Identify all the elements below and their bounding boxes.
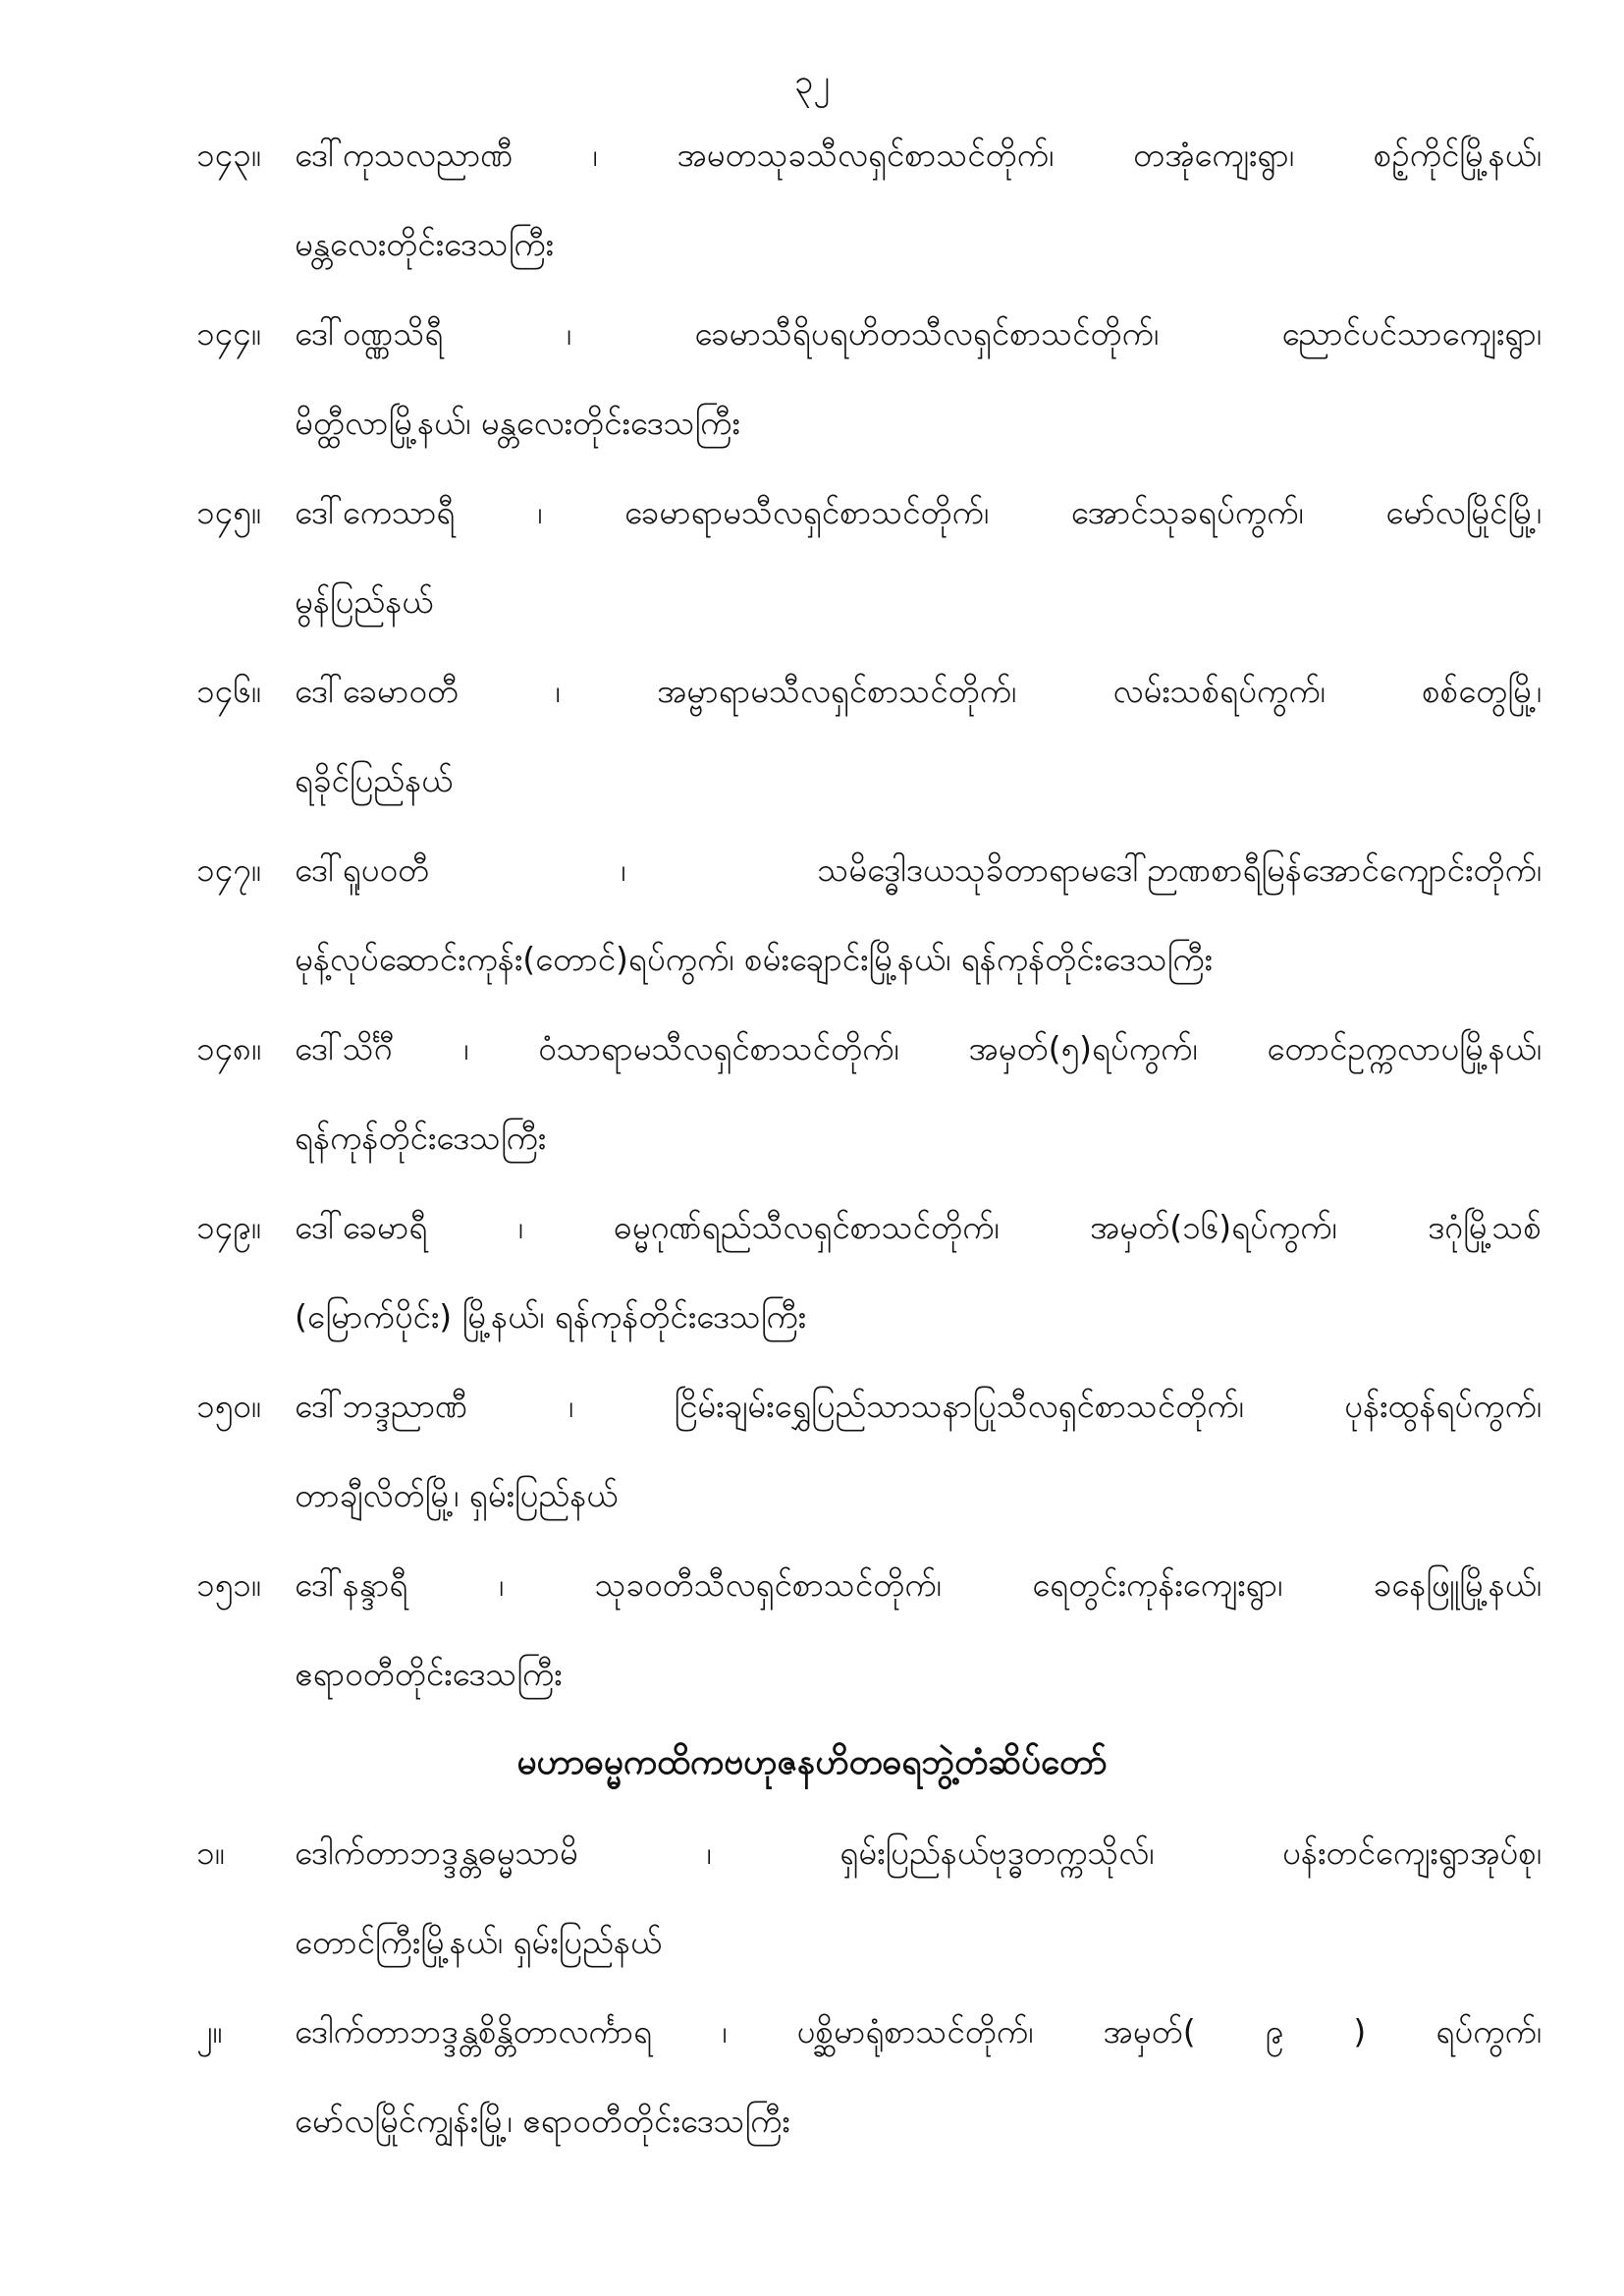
item-number: ၁၄၄။ <box>196 314 261 353</box>
item-line-1: ဒေါ်ခေမာဝတီ ၊ အမ္ဗာရာမသီလရှင်စာသင်တိုက်၊ လမ်းသစ်ရပ်ကွက်၊ စစ်တွေမြို့၊ <box>295 672 1542 710</box>
list-item <box>196 1808 1542 1987</box>
list-item <box>196 1361 1542 1540</box>
item-line-1: ဒေါ်ခေမာရီ ၊ ဓမ္မဂုဏ်ရည်သီလရှင်စာသင်တိုက်၊ အမှတ်(၁၆)ရပ်ကွက်၊ ဒဂုံမြို့သစ် <box>295 1208 1542 1246</box>
item-number: ၁၄၃။ <box>196 136 261 174</box>
item-line-2: မွန်ပြည်နယ် <box>295 582 434 621</box>
item-line-1: ဒေါ်ကေသာရီ ၊ ခေမာရာမသီလရှင်စာသင်တိုက်၊ အောင်သုခရပ်ကွက်၊ မော်လမြိုင်မြို့၊ <box>295 493 1542 531</box>
nominee-list-part2 <box>196 1808 1542 2165</box>
item-line-1: ဒေါ်ကုသလညာဏီ ၊ အမတသုခသီလရှင်စာသင်တိုက်၊ တအုံကျေးရွာ၊ စဉ့်ကိုင်မြို့နယ်၊ <box>295 136 1542 174</box>
section-heading: မဟာဓမ္မကထိကဗဟုဇနဟိတဓရဘွဲ့တံဆိပ်တော် <box>516 1743 1108 1782</box>
page-number: ၃၂ <box>794 63 830 102</box>
item-line-2: တာချီလိတ်မြို့၊ ရှမ်းပြည်နယ် <box>295 1476 619 1514</box>
list-item <box>196 467 1542 646</box>
item-number: ၁၅၁။ <box>196 1565 261 1604</box>
item-number: ၁၄၅။ <box>196 493 261 531</box>
item-number: ၂။ <box>196 2012 223 2050</box>
item-line-2: မော်လမြိုင်ကျွန်းမြို့၊ ဧရာဝတီတိုင်းဒေသကြီး <box>295 2102 790 2140</box>
list-item <box>196 110 1542 289</box>
list-item <box>196 1182 1542 1361</box>
list-item <box>196 1004 1542 1182</box>
list-item <box>196 646 1542 825</box>
item-number: ၁၄၉။ <box>196 1208 261 1246</box>
item-number: ၁။ <box>196 1833 225 1872</box>
item-line-2: (မြောက်ပိုင်း) မြို့နယ်၊ ရန်ကုန်တိုင်းဒေသကြီး <box>295 1297 807 1336</box>
item-line-1: ဒေါ်ဝဏ္ဏသိရီ ၊ ခေမာသီရိပရဟိတသီလရှင်စာသင်တိုက်၊ ညောင်ပင်သာကျေးရွာ၊ <box>295 314 1542 353</box>
item-line-2: ရခိုင်ပြည်နယ် <box>295 761 454 799</box>
item-line-1: ဒေါ်ဘဒ္ဒညာဏီ ၊ ငြိမ်းချမ်းရွှေပြည်သာသနာပြုသီလရှင်စာသင်တိုက်၊ ပုန်းထွန်ရပ်ကွက်၊ <box>295 1387 1542 1425</box>
item-line-2: မိတ္ထီလာမြို့နယ်၊ မန္တလေးတိုင်းဒေသကြီး <box>295 404 740 442</box>
item-line-1: ဒေါ်နန္ဒာရီ ၊ သုခဝတီသီလရှင်စာသင်တိုက်၊ ရေတွင်းကုန်းကျေးရွာ၊ ခနေဖြူမြို့နယ်၊ <box>295 1565 1542 1604</box>
item-line-2: မန္တလေးတိုင်းဒေသကြီး <box>295 225 554 263</box>
item-line-2: ရန်ကုန်တိုင်းဒေသကြီး <box>295 1119 547 1157</box>
list-item <box>196 1987 1542 2165</box>
list-item <box>196 289 1542 467</box>
item-number: ၁၄၈။ <box>196 1029 261 1067</box>
item-line-2: မုန့်လုပ်ဆောင်းကုန်း(တောင်)ရပ်ကွက်၊ စမ်းချောင်းမြို့နယ်၊ ရန်ကုန်တိုင်းဒေသကြီး <box>295 940 1213 978</box>
list-item <box>196 825 1542 1004</box>
item-line-2: တောင်ကြီးမြို့နယ်၊ ရှမ်းပြည်နယ် <box>295 1923 663 1961</box>
item-number: ၁၄၇။ <box>196 850 261 889</box>
item-number: ၁၅၀။ <box>196 1387 261 1425</box>
item-line-1: ဒေါ်သိင်္ဂီ ၊ ဝံသာရာမသီလရှင်စာသင်တိုက်၊ အမှတ်(၅)ရပ်ကွက်၊ တောင်ဥက္ကလာပမြို့နယ်၊ <box>295 1029 1542 1067</box>
item-line-1: ဒေါက်တာဘဒ္ဒန္တစိန္တိတာလင်္ကာရ ၊ ပစ္ဆိမာရုံစာသင်တိုက်၊ အမှတ်( ၉ ) ရပ်ကွက်၊ <box>295 2012 1542 2050</box>
item-line-2: ဧရာဝတီတိုင်းဒေသကြီး <box>295 1655 563 1693</box>
nominee-list-part1 <box>196 110 1542 1719</box>
list-item <box>196 1540 1542 1719</box>
item-line-1: ဒေါက်တာဘဒ္ဒန္တဓမ္မသာမိ ၊ ရှမ်းပြည်နယ်ဗုဒ္ဓတက္ကသိုလ်၊ ပန်းတင်ကျေးရွာအုပ်စု၊ <box>295 1833 1542 1872</box>
item-number: ၁၄၆။ <box>196 672 261 710</box>
page-content <box>196 110 1542 2165</box>
item-line-1: ဒေါ်ရူပဝတီ ၊ သမိဒ္ဓေါဒယသုခိတာရာမဒေါ်ဉာဏစာရီမြန်အောင်ကျောင်းတိုက်၊ <box>295 850 1542 889</box>
